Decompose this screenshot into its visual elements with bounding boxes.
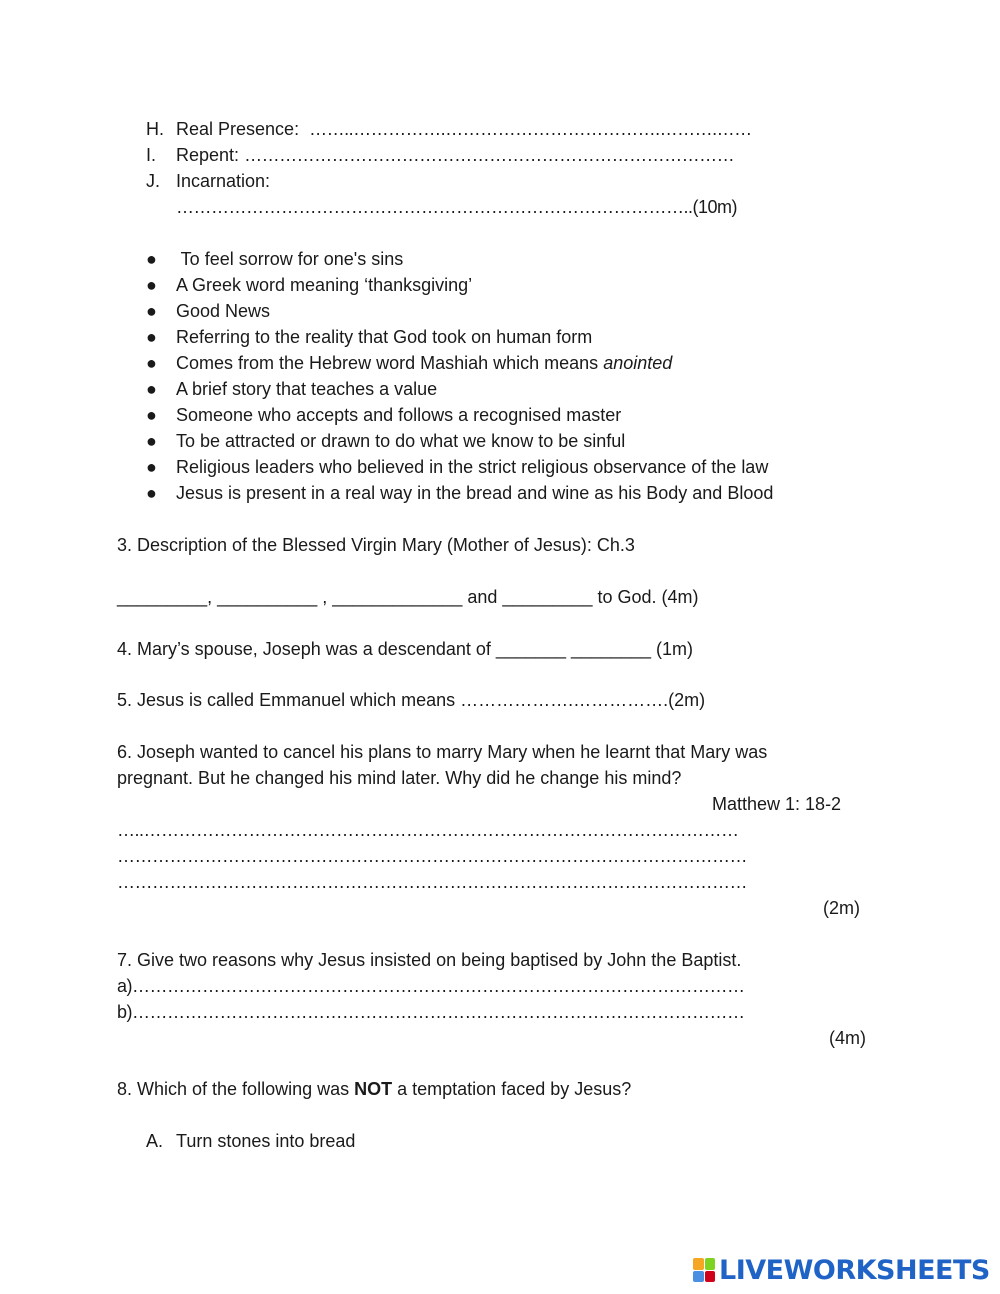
question-3: 3. Description of the Blessed Virgin Mary (Mother of Jesus): Ch.3 bbox=[117, 535, 635, 555]
logo-mark-icon bbox=[693, 1258, 715, 1282]
logo-square bbox=[693, 1258, 704, 1270]
term-letter: H. bbox=[146, 119, 164, 139]
bullet-icon: ● bbox=[146, 301, 157, 321]
term-i bbox=[146, 144, 734, 166]
question-4[interactable]: 4. Mary’s spouse, Joseph was a descendant of _______ ________ (1m) bbox=[117, 639, 694, 659]
definition-item: ● Good News bbox=[146, 301, 271, 321]
definition-item: ● To feel sorrow for one's sins bbox=[146, 249, 404, 269]
term-label: Real Presence: bbox=[176, 119, 300, 139]
answer-blank-h[interactable]: ……..…………….……………………………….……….…… bbox=[309, 119, 752, 139]
term-letter: I. bbox=[146, 145, 157, 165]
bullet-icon: ● bbox=[146, 379, 157, 399]
question-3-blanks[interactable]: _________, __________ , _____________ and _________ to God. (4m) bbox=[117, 587, 699, 607]
definition-item: ● A Greek word meaning ‘thanksgiving’ bbox=[146, 275, 473, 295]
bullet-icon: ● bbox=[146, 327, 157, 347]
term-label: Incarnation: bbox=[176, 171, 271, 191]
definition-item: ● Referring to the reality that God took on human form bbox=[146, 327, 593, 347]
question-6-line-2: pregnant. But he changed his mind later. Why did he change his mind? bbox=[117, 768, 682, 788]
term-label: Repent: bbox=[176, 145, 240, 165]
bullet-icon: ● bbox=[146, 275, 157, 295]
bullet-icon: ● bbox=[146, 405, 157, 425]
answer-line[interactable]: …..………………………………………………………………………………………… bbox=[117, 820, 739, 840]
scripture-reference: Matthew 1: 18-2 bbox=[712, 794, 842, 814]
question-8: 8. Which of the following was NOT a temptation faced by Jesus? bbox=[117, 1079, 632, 1099]
bullet-icon: ● bbox=[146, 457, 157, 477]
option-a[interactable] bbox=[146, 1130, 355, 1152]
logo-square bbox=[693, 1271, 704, 1283]
answer-line[interactable]: ……………………………………………………………………………………………… bbox=[117, 872, 747, 892]
italic-word: anointed bbox=[603, 353, 673, 373]
definition-item: ● Comes from the Hebrew word Mashiah which means anointed bbox=[146, 353, 673, 373]
answer-line[interactable]: ……………………………………………………………………………………………… bbox=[117, 846, 747, 866]
bullet-icon: ● bbox=[146, 249, 157, 269]
term-j bbox=[146, 170, 270, 192]
emphasis-not: NOT bbox=[354, 1079, 393, 1099]
term-letter: J. bbox=[146, 171, 161, 191]
bullet-icon: ● bbox=[146, 431, 157, 451]
question-7: 7. Give two reasons why Jesus insisted on being baptised by John the Baptist. bbox=[117, 950, 742, 970]
definition-item: ● Someone who accepts and follows a recognised master bbox=[146, 405, 622, 425]
option-letter: A. bbox=[146, 1131, 164, 1151]
option-text: Turn stones into bread bbox=[176, 1131, 356, 1151]
definition-item: ● A brief story that teaches a value bbox=[146, 379, 438, 399]
marks-label: (4m) bbox=[829, 1028, 866, 1048]
answer-a[interactable]: a)…………………………………………………………………………………………… bbox=[117, 976, 745, 996]
bullet-icon: ● bbox=[146, 353, 157, 373]
bullet-icon: ● bbox=[146, 483, 157, 503]
logo-square bbox=[705, 1271, 716, 1283]
marks-label: (2m) bbox=[823, 898, 860, 918]
answer-blank-j[interactable]: ……………………………………………………………………………..(10m) bbox=[176, 197, 738, 217]
question-5[interactable]: 5. Jesus is called Emmanuel which means ……………….…………….(2m) bbox=[117, 690, 706, 710]
logo-square bbox=[705, 1258, 716, 1270]
term-h bbox=[146, 118, 752, 140]
liveworksheets-logo bbox=[693, 1256, 990, 1284]
definition-item: ● Religious leaders who believed in the strict religious observance of the law bbox=[146, 457, 769, 477]
definition-item: ● To be attracted or drawn to do what we know to be sinful bbox=[146, 431, 626, 451]
question-6-line-1: 6. Joseph wanted to cancel his plans to marry Mary when he learnt that Mary was bbox=[117, 742, 768, 762]
logo-text: LIVEWORKSHEETS bbox=[719, 1254, 990, 1286]
answer-blank-i[interactable]: ………………………………………………………………………… bbox=[244, 145, 735, 165]
answer-b[interactable]: b)…………………………………………………………………………………………… bbox=[117, 1002, 745, 1022]
definition-item: ● Jesus is present in a real way in the bread and wine as his Body and Blood bbox=[146, 483, 774, 503]
